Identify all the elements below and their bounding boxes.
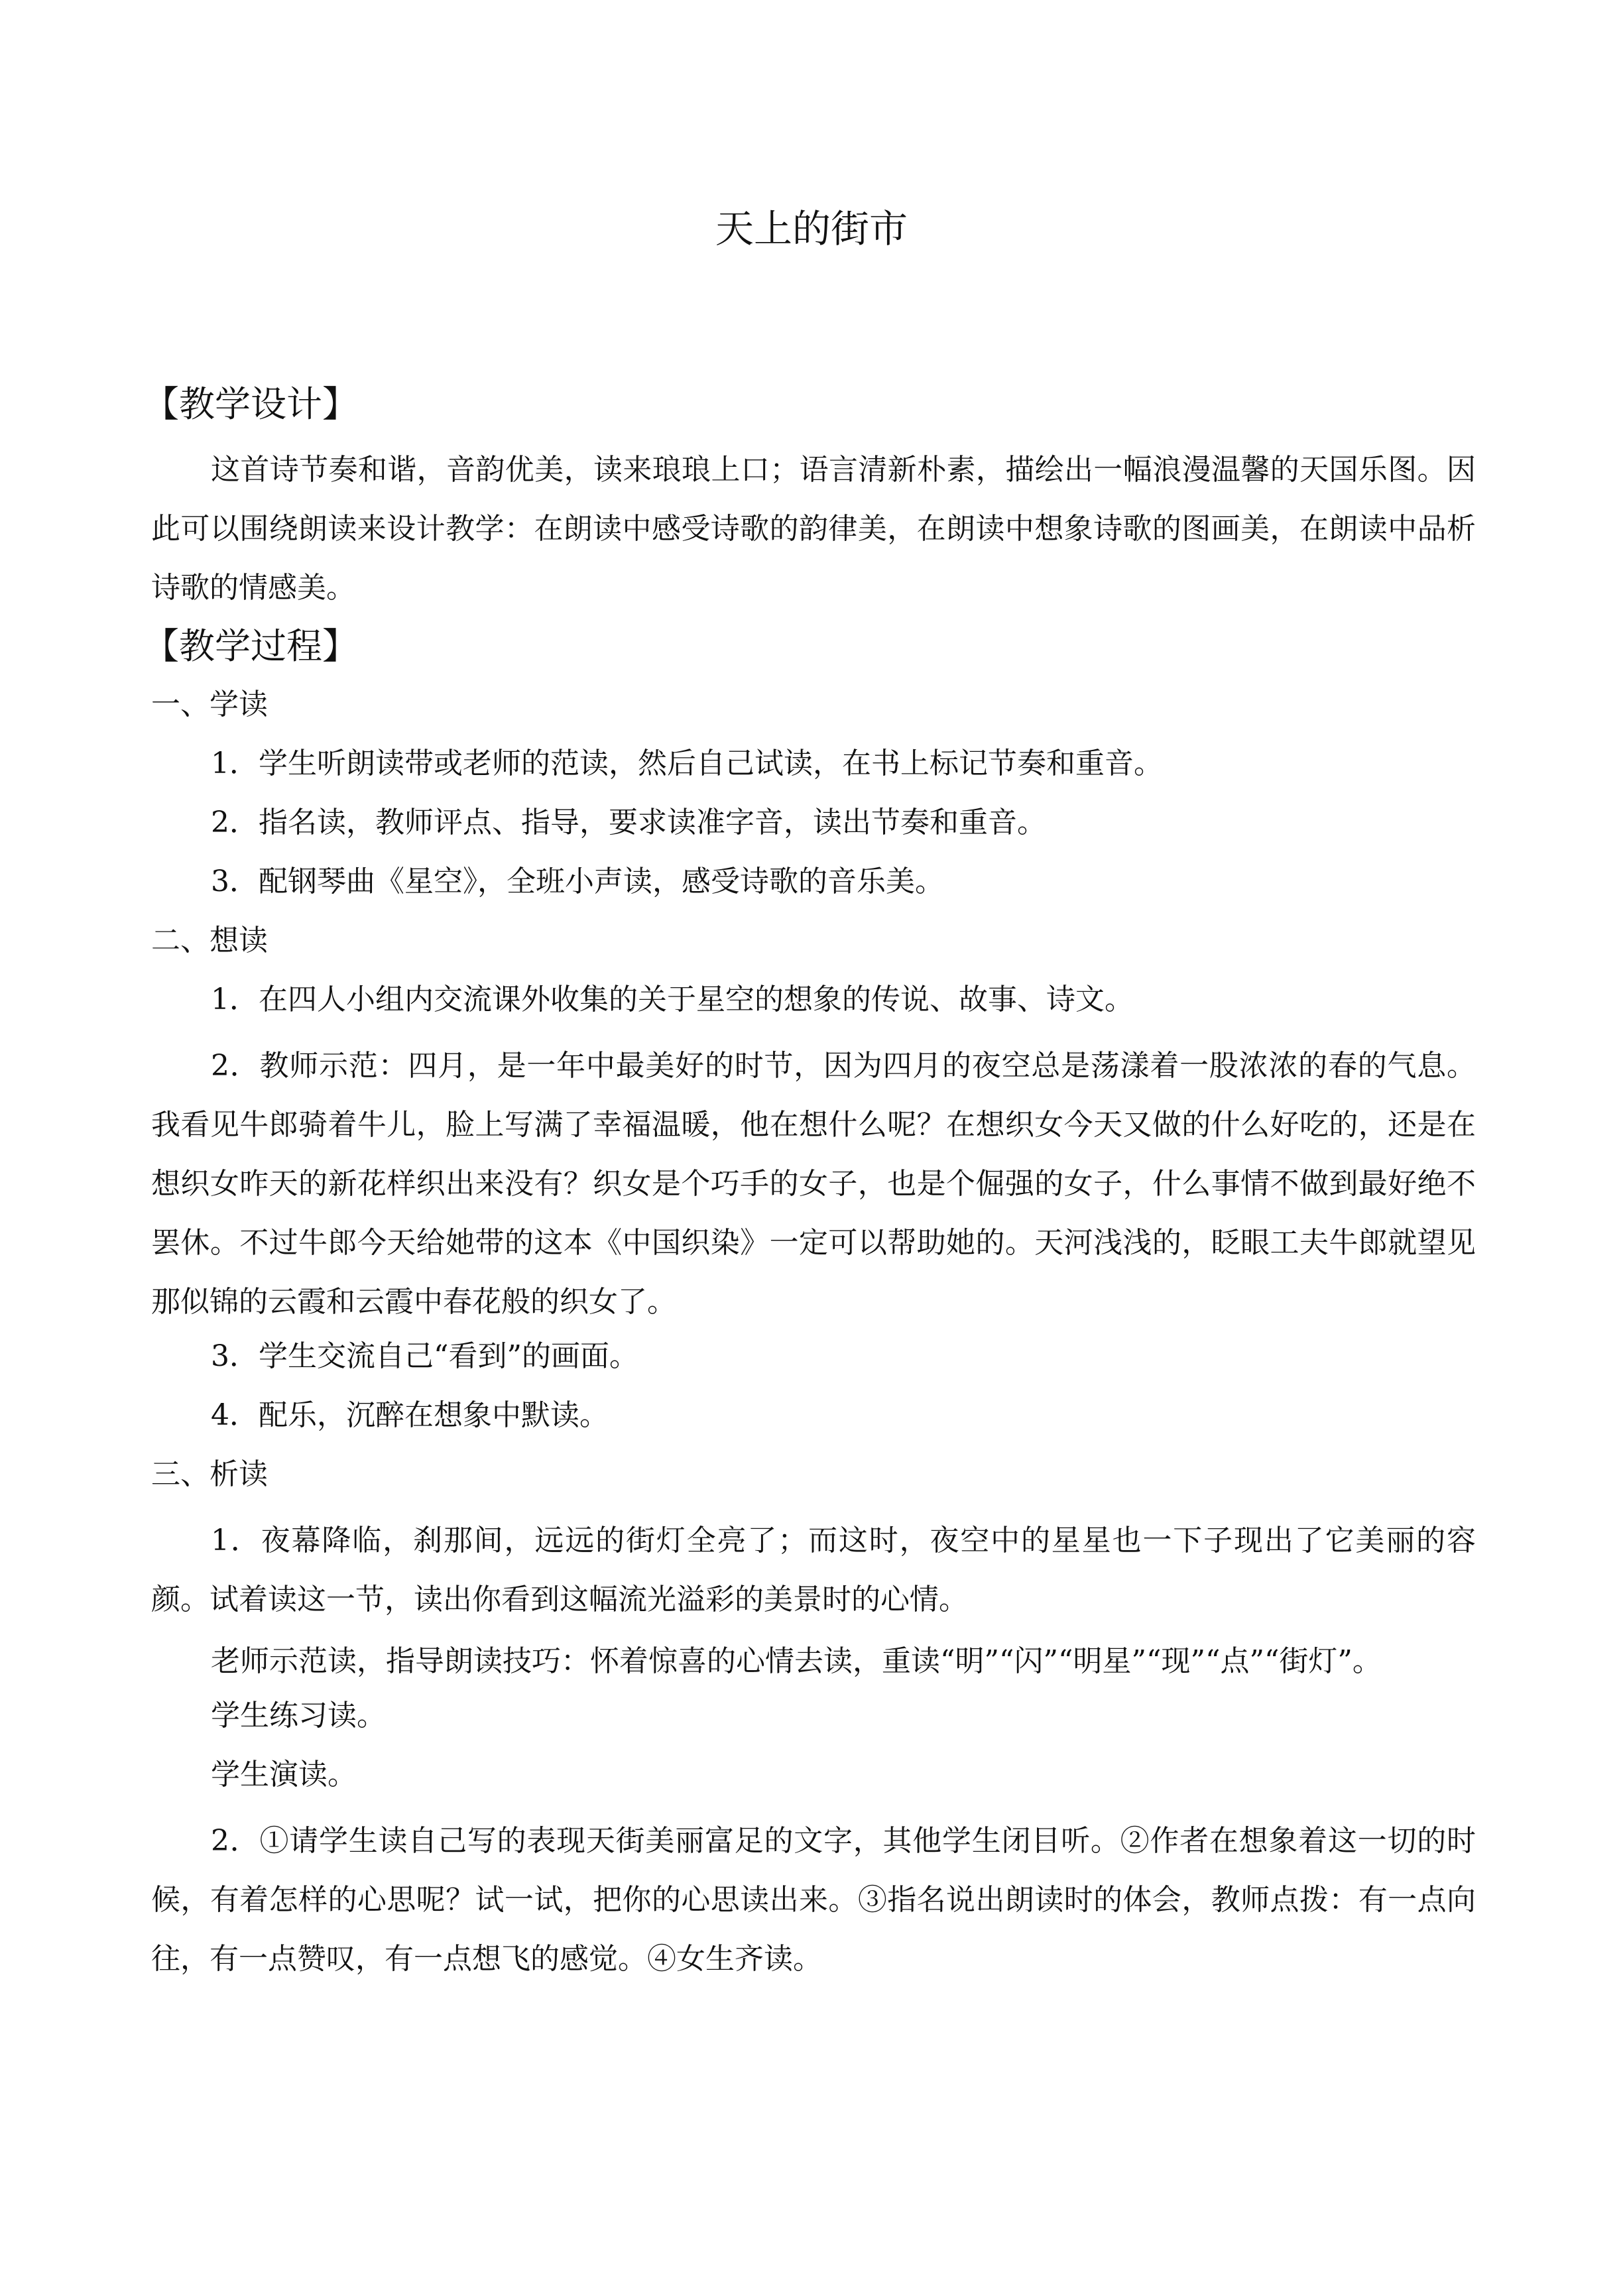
imagine-item-3: 3．学生交流自己“看到”的画面。	[211, 1339, 638, 1373]
design-heading: 【教学设计】	[143, 383, 358, 425]
section-title-imagine: 二、想读	[151, 924, 268, 957]
imagine-item-2: 2．教师示范：四月，是一年中最美好的时节，因为四月的夜空总是荡漾着一股浓浓的春的气息。我看见牛郎骑着牛儿，脸上写满了幸福温暖，他在想什么呢？在想织女今天又做的什么好吃的，还是在想织女昨天的新花样织出来没有？织女是个巧手的女子，也是个倔强的女子，什么事情不做到最好绝不罢休。不过牛郎今天给她带的这本《中国织染》一定可以帮助她的。天河浅浅的，眨眼工夫牛郎就望见那似锦的云霞和云霞中春花般的织女了。	[151, 1049, 1476, 1319]
analyze-demo: 老师示范读，指导朗读技巧：怀着惊喜的心情去读，重读“明”“闪”“明星”“现”“点”“街灯”。	[211, 1644, 1382, 1678]
design-paragraph: 这首诗节奏和谐，音韵优美，读来琅琅上口；语言清新朴素，描绘出一幅浪漫温馨的天国乐图。因此可以围绕朗读来设计教学：在朗读中感受诗歌的韵律美，在朗读中想象诗歌的图画美，在朗读中品析诗歌的情感美。	[151, 453, 1476, 605]
imagine-item-1: 1．在四人小组内交流课外收集的关于星空的想象的传说、故事、诗文。	[211, 983, 1134, 1016]
analyze-item-1: 1．夜幕降临，刹那间，远远的街灯全亮了；而这时，夜空中的星星也一下子现出了它美丽的容颜。试着读这一节，读出你看到这幅流光溢彩的美景时的心情。	[151, 1524, 1476, 1616]
section-title-analyze: 三、析读	[151, 1457, 268, 1491]
imagine-item-4: 4．配乐，沉醉在想象中默读。	[211, 1398, 609, 1432]
section-title-learn: 一、学读	[151, 688, 268, 721]
document-body	[143, 378, 1476, 1988]
analyze-perform: 学生演读。	[211, 1758, 357, 1791]
learn-item-2: 2．指名读，教师评点、指导，要求读准字音，读出节奏和重音。	[211, 806, 1046, 839]
process-heading: 【教学过程】	[143, 625, 358, 667]
analyze-practice: 学生练习读。	[211, 1699, 386, 1732]
page-title: 天上的街市	[715, 206, 908, 251]
learn-item-3: 3．配钢琴曲《星空》，全班小声读，感受诗歌的音乐美。	[211, 865, 944, 898]
learn-item-1: 1．学生听朗读带或老师的范读，然后自己试读，在书上标记节奏和重音。	[211, 747, 1163, 780]
analyze-item-2: 2．①请学生读自己写的表现天街美丽富足的文字，其他学生闭目听。②作者在想象着这一切的时候，有着怎样的心思呢？试一试，把你的心思读出来。③指名说出朗读时的体会，教师点拨：有一点向往，有一点赞叹，有一点想飞的感觉。④女生齐读。	[151, 1824, 1476, 1976]
